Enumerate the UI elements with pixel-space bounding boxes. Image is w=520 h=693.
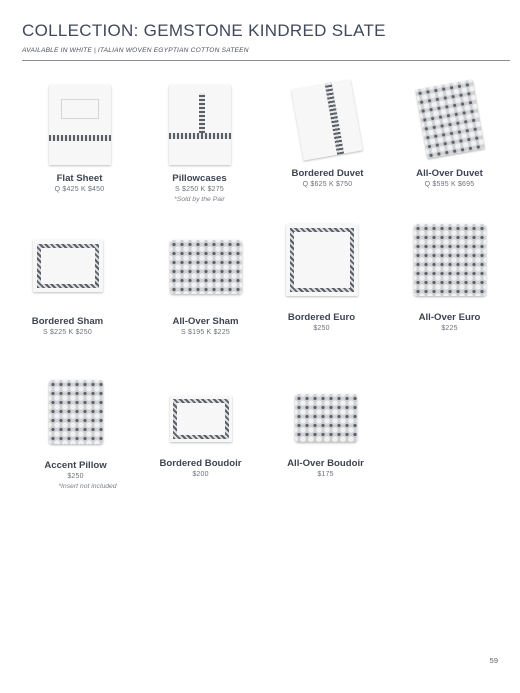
product-pillowcases: [142, 80, 257, 203]
all-over-boudoir-image: [295, 394, 357, 442]
bordered-euro-image: [286, 224, 358, 296]
flat-sheet-image: [49, 85, 111, 165]
product-name: Pillowcases: [172, 173, 227, 184]
product-price: Q $425 K $450: [54, 186, 105, 193]
bordered-boudoir-image: [170, 396, 232, 442]
product-bordered-euro: [264, 224, 379, 332]
product-flat-sheet: [22, 80, 137, 193]
product-name: Bordered Euro: [287, 312, 356, 323]
page-title: COLLECTION: GEMSTONE KINDRED SLATE: [22, 21, 386, 40]
product-price: $250: [313, 325, 330, 332]
product-all-over-boudoir: [268, 394, 383, 478]
product-price: S $195 K $225: [181, 329, 230, 336]
product-note: *Insert not included: [58, 483, 117, 490]
product-name: Bordered Boudoir: [159, 458, 242, 469]
product-accent-pillow: [18, 380, 133, 490]
product-price: $200: [192, 471, 209, 478]
pillowcases-image: [169, 85, 231, 165]
product-bordered-duvet: [270, 80, 385, 188]
product-note: *Sold by the Pair: [174, 196, 225, 203]
all-over-duvet-image: [413, 80, 487, 162]
page-number: 59: [489, 656, 498, 665]
product-all-over-euro: [392, 224, 507, 332]
product-price: $175: [317, 471, 334, 478]
product-bordered-boudoir: [143, 396, 258, 478]
product-bordered-sham: [10, 236, 125, 336]
product-name: All-Over Euro: [418, 312, 481, 323]
product-price: $250: [67, 473, 84, 480]
product-name: All-Over Sham: [172, 316, 239, 327]
product-price: S $250 K $275: [175, 186, 224, 193]
header-divider: [22, 60, 510, 61]
product-name: All-Over Boudoir: [287, 458, 364, 469]
bordered-duvet-image: [291, 80, 365, 162]
product-name: Bordered Duvet: [291, 168, 364, 179]
product-all-over-duvet: [392, 80, 507, 188]
all-over-euro-image: [414, 224, 486, 296]
accent-pillow-image: [49, 380, 103, 444]
product-price: S $225 K $250: [43, 329, 92, 336]
all-over-sham-image: [170, 240, 242, 294]
product-name: Accent Pillow: [44, 460, 107, 471]
product-all-over-sham: [148, 236, 263, 336]
bordered-sham-image: [33, 240, 103, 292]
collection-subtitle: AVAILABLE IN WHITE | ITALIAN WOVEN EGYPTIAN COTTON SATEEN: [22, 47, 249, 54]
product-price: Q $625 K $750: [302, 181, 353, 188]
product-name: All-Over Duvet: [416, 168, 483, 179]
product-price: Q $595 K $695: [424, 181, 475, 188]
product-price: $225: [441, 325, 458, 332]
product-name: Flat Sheet: [56, 173, 103, 184]
product-name: Bordered Sham: [31, 316, 104, 327]
